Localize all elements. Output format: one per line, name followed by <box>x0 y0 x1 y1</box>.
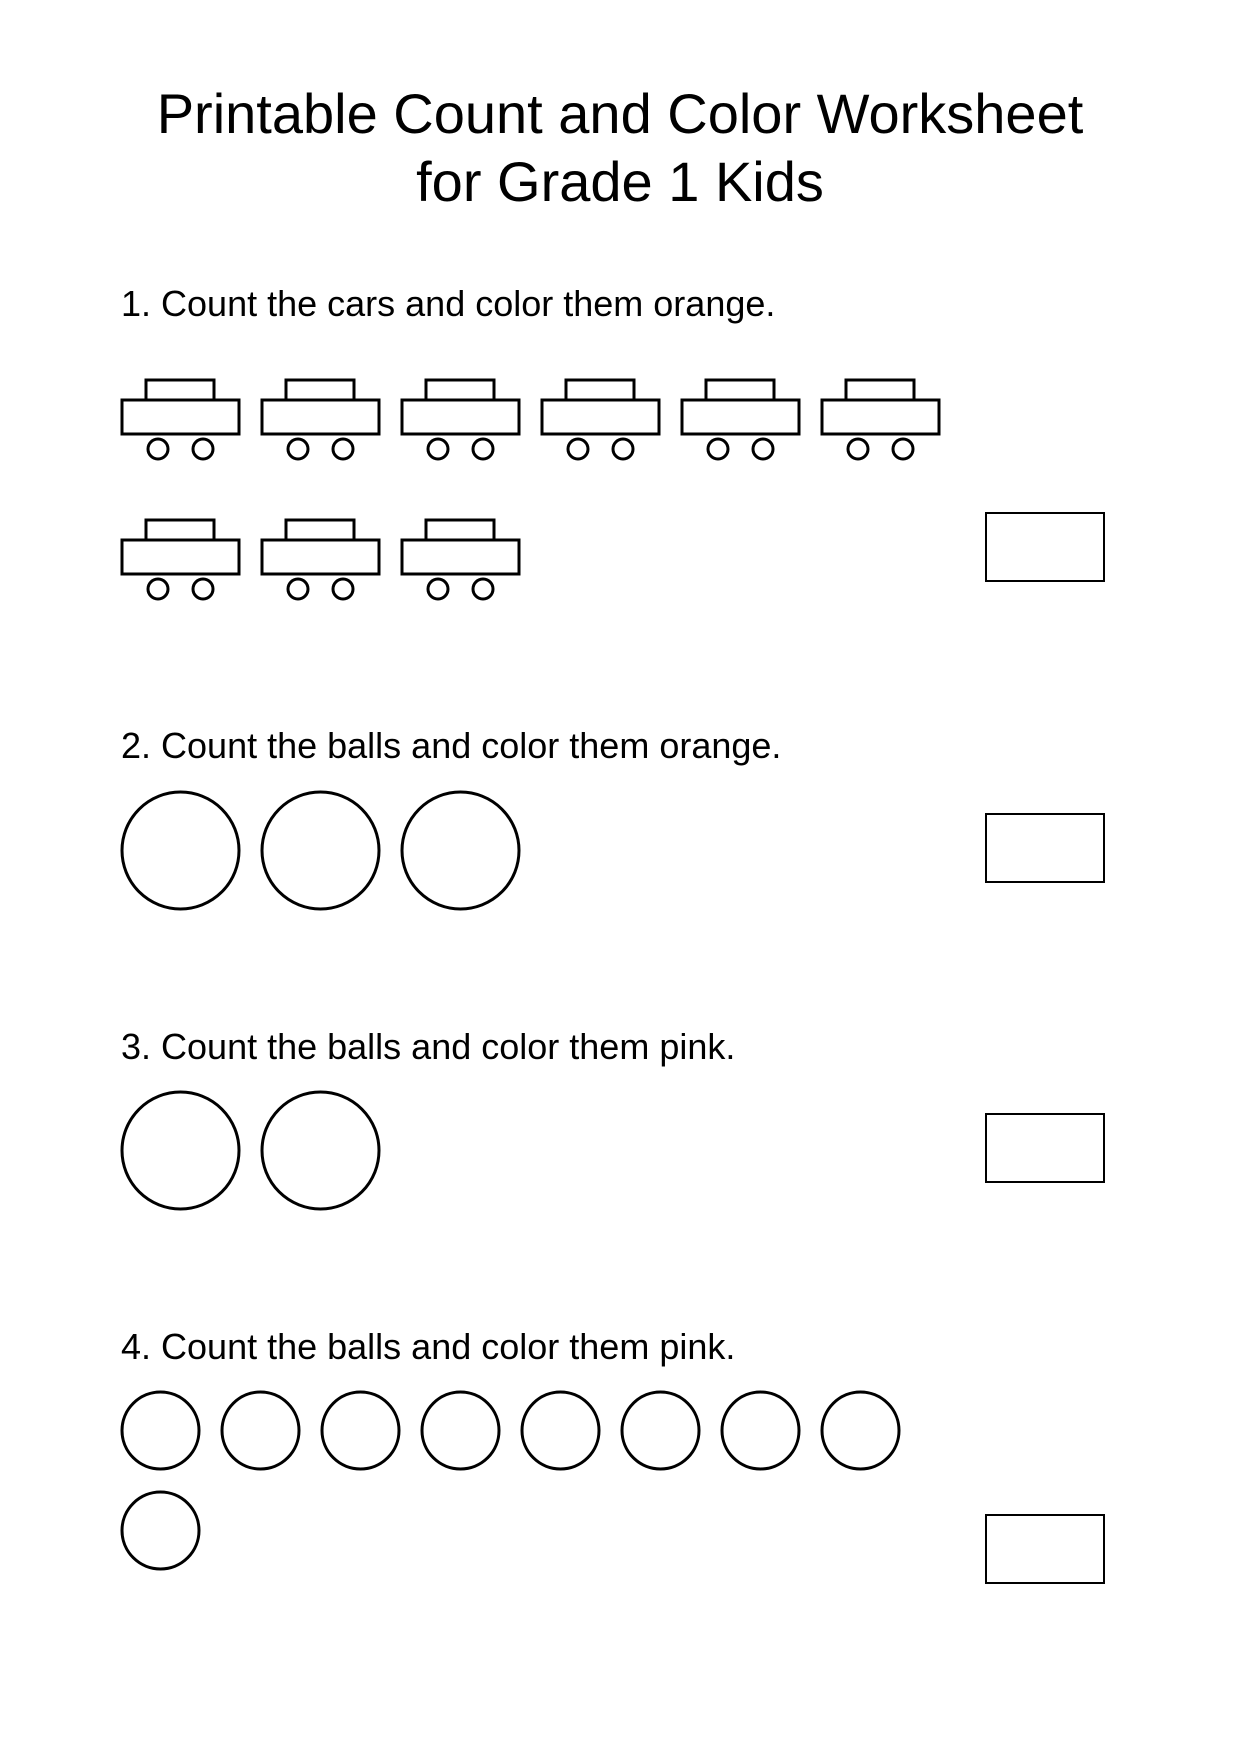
car-body <box>542 400 659 434</box>
car-icon <box>820 378 942 468</box>
car-wheel <box>708 439 728 459</box>
car-body <box>402 400 519 434</box>
car-roof <box>286 520 354 540</box>
ball-outline <box>122 1392 199 1469</box>
car-wheel <box>193 439 213 459</box>
car-wheel <box>848 439 868 459</box>
car-body <box>402 540 519 574</box>
car-body <box>262 540 379 574</box>
car-wheel <box>288 579 308 599</box>
car-body <box>822 400 939 434</box>
ball-icon-wrapper <box>120 790 241 911</box>
ball-icon-wrapper <box>260 1090 381 1211</box>
ball-icon-wrapper <box>820 1390 901 1471</box>
car-body <box>122 400 239 434</box>
car-wheel <box>148 439 168 459</box>
ball-icon <box>120 790 241 911</box>
ball-icon <box>120 1090 241 1211</box>
ball-outline <box>402 792 519 909</box>
car-wheel <box>428 579 448 599</box>
car-wheel <box>193 579 213 599</box>
answer-box-1[interactable] <box>985 512 1105 582</box>
question-3-text: 3. Count the balls and color them pink. <box>121 1026 736 1067</box>
ball-icon <box>400 790 521 911</box>
car-roof <box>426 380 494 400</box>
question-2-text: 2. Count the balls and color them orange. <box>121 725 782 766</box>
car-body <box>122 540 239 574</box>
ball-icon <box>220 1390 301 1471</box>
car-wheel <box>893 439 913 459</box>
ball-outline <box>422 1392 499 1469</box>
worksheet-title <box>0 80 1240 216</box>
ball-outline <box>122 1492 199 1569</box>
car-roof <box>146 380 214 400</box>
car-icon-wrapper <box>680 378 802 468</box>
ball-icon <box>260 1090 381 1211</box>
car-icon-wrapper <box>400 518 522 608</box>
car-icon-wrapper <box>260 378 382 468</box>
car-icon <box>260 378 382 468</box>
car-wheel <box>148 579 168 599</box>
car-roof <box>706 380 774 400</box>
ball-icon <box>120 1390 201 1471</box>
ball-icon-wrapper <box>520 1390 601 1471</box>
title-line-2: for Grade 1 Kids <box>416 150 824 213</box>
car-icon <box>120 378 242 468</box>
car-icon-wrapper <box>260 518 382 608</box>
car-roof <box>566 380 634 400</box>
ball-icon-wrapper <box>260 790 381 911</box>
car-icon <box>400 378 522 468</box>
car-icon-wrapper <box>820 378 942 468</box>
ball-icon-wrapper <box>320 1390 401 1471</box>
car-roof <box>846 380 914 400</box>
car-wheel <box>473 439 493 459</box>
ball-outline <box>122 1092 239 1209</box>
car-wheel <box>473 579 493 599</box>
ball-outline <box>222 1392 299 1469</box>
ball-icon <box>720 1390 801 1471</box>
car-icon-wrapper <box>120 378 242 468</box>
ball-icon-wrapper <box>120 1390 201 1471</box>
car-roof <box>286 380 354 400</box>
car-roof <box>426 520 494 540</box>
ball-icon-wrapper <box>420 1390 501 1471</box>
ball-icon-wrapper <box>400 790 521 911</box>
ball-icon <box>120 1490 201 1571</box>
car-icon-wrapper <box>400 378 522 468</box>
ball-outline <box>262 1092 379 1209</box>
question-4-text: 4. Count the balls and color them pink. <box>121 1326 736 1367</box>
car-body <box>262 400 379 434</box>
car-body <box>682 400 799 434</box>
car-icon <box>120 518 242 608</box>
car-wheel <box>428 439 448 459</box>
car-wheel <box>288 439 308 459</box>
car-wheel <box>333 579 353 599</box>
car-icon <box>540 378 662 468</box>
car-roof <box>146 520 214 540</box>
ball-icon-wrapper <box>120 1090 241 1211</box>
car-icon-wrapper <box>120 518 242 608</box>
ball-outline <box>322 1392 399 1469</box>
ball-outline <box>262 792 379 909</box>
ball-icon <box>260 790 381 911</box>
answer-box-3[interactable] <box>985 1113 1105 1183</box>
ball-outline <box>622 1392 699 1469</box>
ball-icon <box>820 1390 901 1471</box>
ball-icon-wrapper <box>220 1390 301 1471</box>
ball-outline <box>822 1392 899 1469</box>
ball-icon <box>420 1390 501 1471</box>
ball-outline <box>122 792 239 909</box>
question-1-text: 1. Count the cars and color them orange. <box>121 283 776 324</box>
car-icon <box>260 518 382 608</box>
ball-icon-wrapper <box>620 1390 701 1471</box>
ball-icon <box>620 1390 701 1471</box>
ball-outline <box>522 1392 599 1469</box>
answer-box-2[interactable] <box>985 813 1105 883</box>
answer-box-4[interactable] <box>985 1514 1105 1584</box>
ball-outline <box>722 1392 799 1469</box>
ball-icon <box>320 1390 401 1471</box>
car-wheel <box>333 439 353 459</box>
car-icon <box>400 518 522 608</box>
title-line-1: Printable Count and Color Worksheet <box>156 82 1084 145</box>
car-wheel <box>613 439 633 459</box>
car-wheel <box>568 439 588 459</box>
ball-icon-wrapper <box>720 1390 801 1471</box>
car-icon-wrapper <box>540 378 662 468</box>
ball-icon <box>520 1390 601 1471</box>
car-wheel <box>753 439 773 459</box>
car-icon <box>680 378 802 468</box>
ball-icon-wrapper <box>120 1490 201 1571</box>
